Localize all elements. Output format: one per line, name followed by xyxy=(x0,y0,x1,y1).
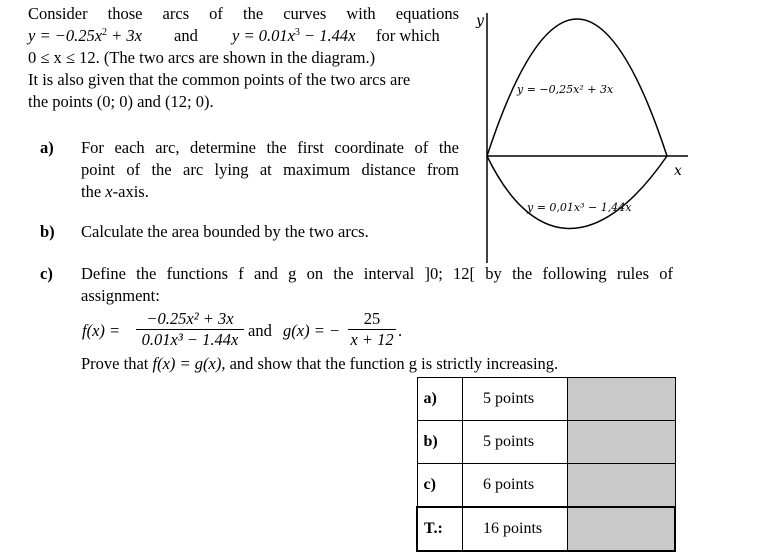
lower-equation-tail: − 1.44x xyxy=(299,26,356,45)
formula-period: . xyxy=(398,321,403,340)
f-lhs: f(x) = xyxy=(82,321,121,340)
question-c-line-2: assignment: xyxy=(81,286,160,305)
arcs-diagram xyxy=(470,5,700,267)
intro-paragraph xyxy=(28,3,459,113)
prove-equation: f(x) = g(x) xyxy=(152,354,222,373)
score-blank xyxy=(568,378,676,421)
score-total-label: T.: xyxy=(417,507,463,551)
score-part: a) xyxy=(417,378,463,421)
question-c-line-1: Define the functions f and g on the interval ]0; 12[ by the following rules of xyxy=(81,264,673,283)
lower-arc xyxy=(487,156,667,228)
score-points: 5 points xyxy=(463,421,568,464)
question-a-label: a) xyxy=(40,138,54,157)
g-lhs: g(x) = − xyxy=(283,321,341,340)
intro-for-which: for which xyxy=(376,26,440,45)
x-axis-label: x xyxy=(674,163,682,179)
lower-curve-label: y = 0,01x³ − 1,44x xyxy=(527,201,632,214)
score-row xyxy=(417,421,675,464)
g-fraction xyxy=(348,309,396,350)
score-total-row xyxy=(417,507,675,551)
intro-line-2: $y = -0.25x^2 + 3x$ and $y = 0.01x^3 - 1.44x$ for which xyxy=(28,26,440,45)
score-points: 6 points xyxy=(463,464,568,508)
prove-pre: Prove that xyxy=(81,354,153,373)
score-total-points: 16 points xyxy=(463,507,568,551)
score-points: 5 points xyxy=(463,378,568,421)
score-part: c) xyxy=(417,464,463,508)
y-axis-label: y xyxy=(476,13,484,29)
lower-equation: y = 0.01x xyxy=(232,26,295,45)
question-a-line-2: point of the arc lying at maximum distance from xyxy=(81,160,459,179)
f-fraction xyxy=(136,309,244,350)
intro-line-5: the points (0; 0) and (12; 0). xyxy=(28,92,214,111)
question-a-line-1: For each arc, determine the first coordinate of the xyxy=(81,138,459,157)
score-row xyxy=(417,378,675,421)
intro-line-4: It is also given that the common points of the two arcs are xyxy=(28,70,411,89)
score-part: b) xyxy=(417,421,463,464)
upper-equation-tail: + 3x xyxy=(107,26,143,45)
intro-and: and xyxy=(174,26,198,45)
question-a-text xyxy=(81,137,459,203)
question-c-label: c) xyxy=(40,264,53,283)
prove-line xyxy=(81,353,558,375)
question-b-label: b) xyxy=(40,222,55,241)
intro-line-1: Consider those arcs of the curves with equations xyxy=(28,4,459,23)
prove-post: , and show that the function g is strictly increasing. xyxy=(221,354,559,373)
upper-equation: y = −0.25x xyxy=(28,26,103,45)
f-numerator: −0.25x² + 3x xyxy=(146,309,234,328)
formula-and: and xyxy=(248,321,272,340)
question-a-line-3: the x-axis. xyxy=(81,182,149,201)
upper-curve-label: y = −0,25x² + 3x xyxy=(517,83,614,96)
f-denominator: 0.01x³ − 1.44x xyxy=(141,330,239,349)
score-blank xyxy=(568,421,676,464)
question-b-text: Calculate the area bounded by the two arcs. xyxy=(81,222,369,241)
g-denominator: x + 12 xyxy=(350,330,394,349)
score-table xyxy=(416,377,676,552)
intro-line-3: 0 ≤ x ≤ 12. (The two arcs are shown in the diagram.) xyxy=(28,48,376,67)
g-numerator: 25 xyxy=(363,309,381,328)
question-c-text xyxy=(81,263,673,307)
score-blank xyxy=(568,507,676,551)
score-blank xyxy=(568,464,676,508)
score-row xyxy=(417,464,675,508)
